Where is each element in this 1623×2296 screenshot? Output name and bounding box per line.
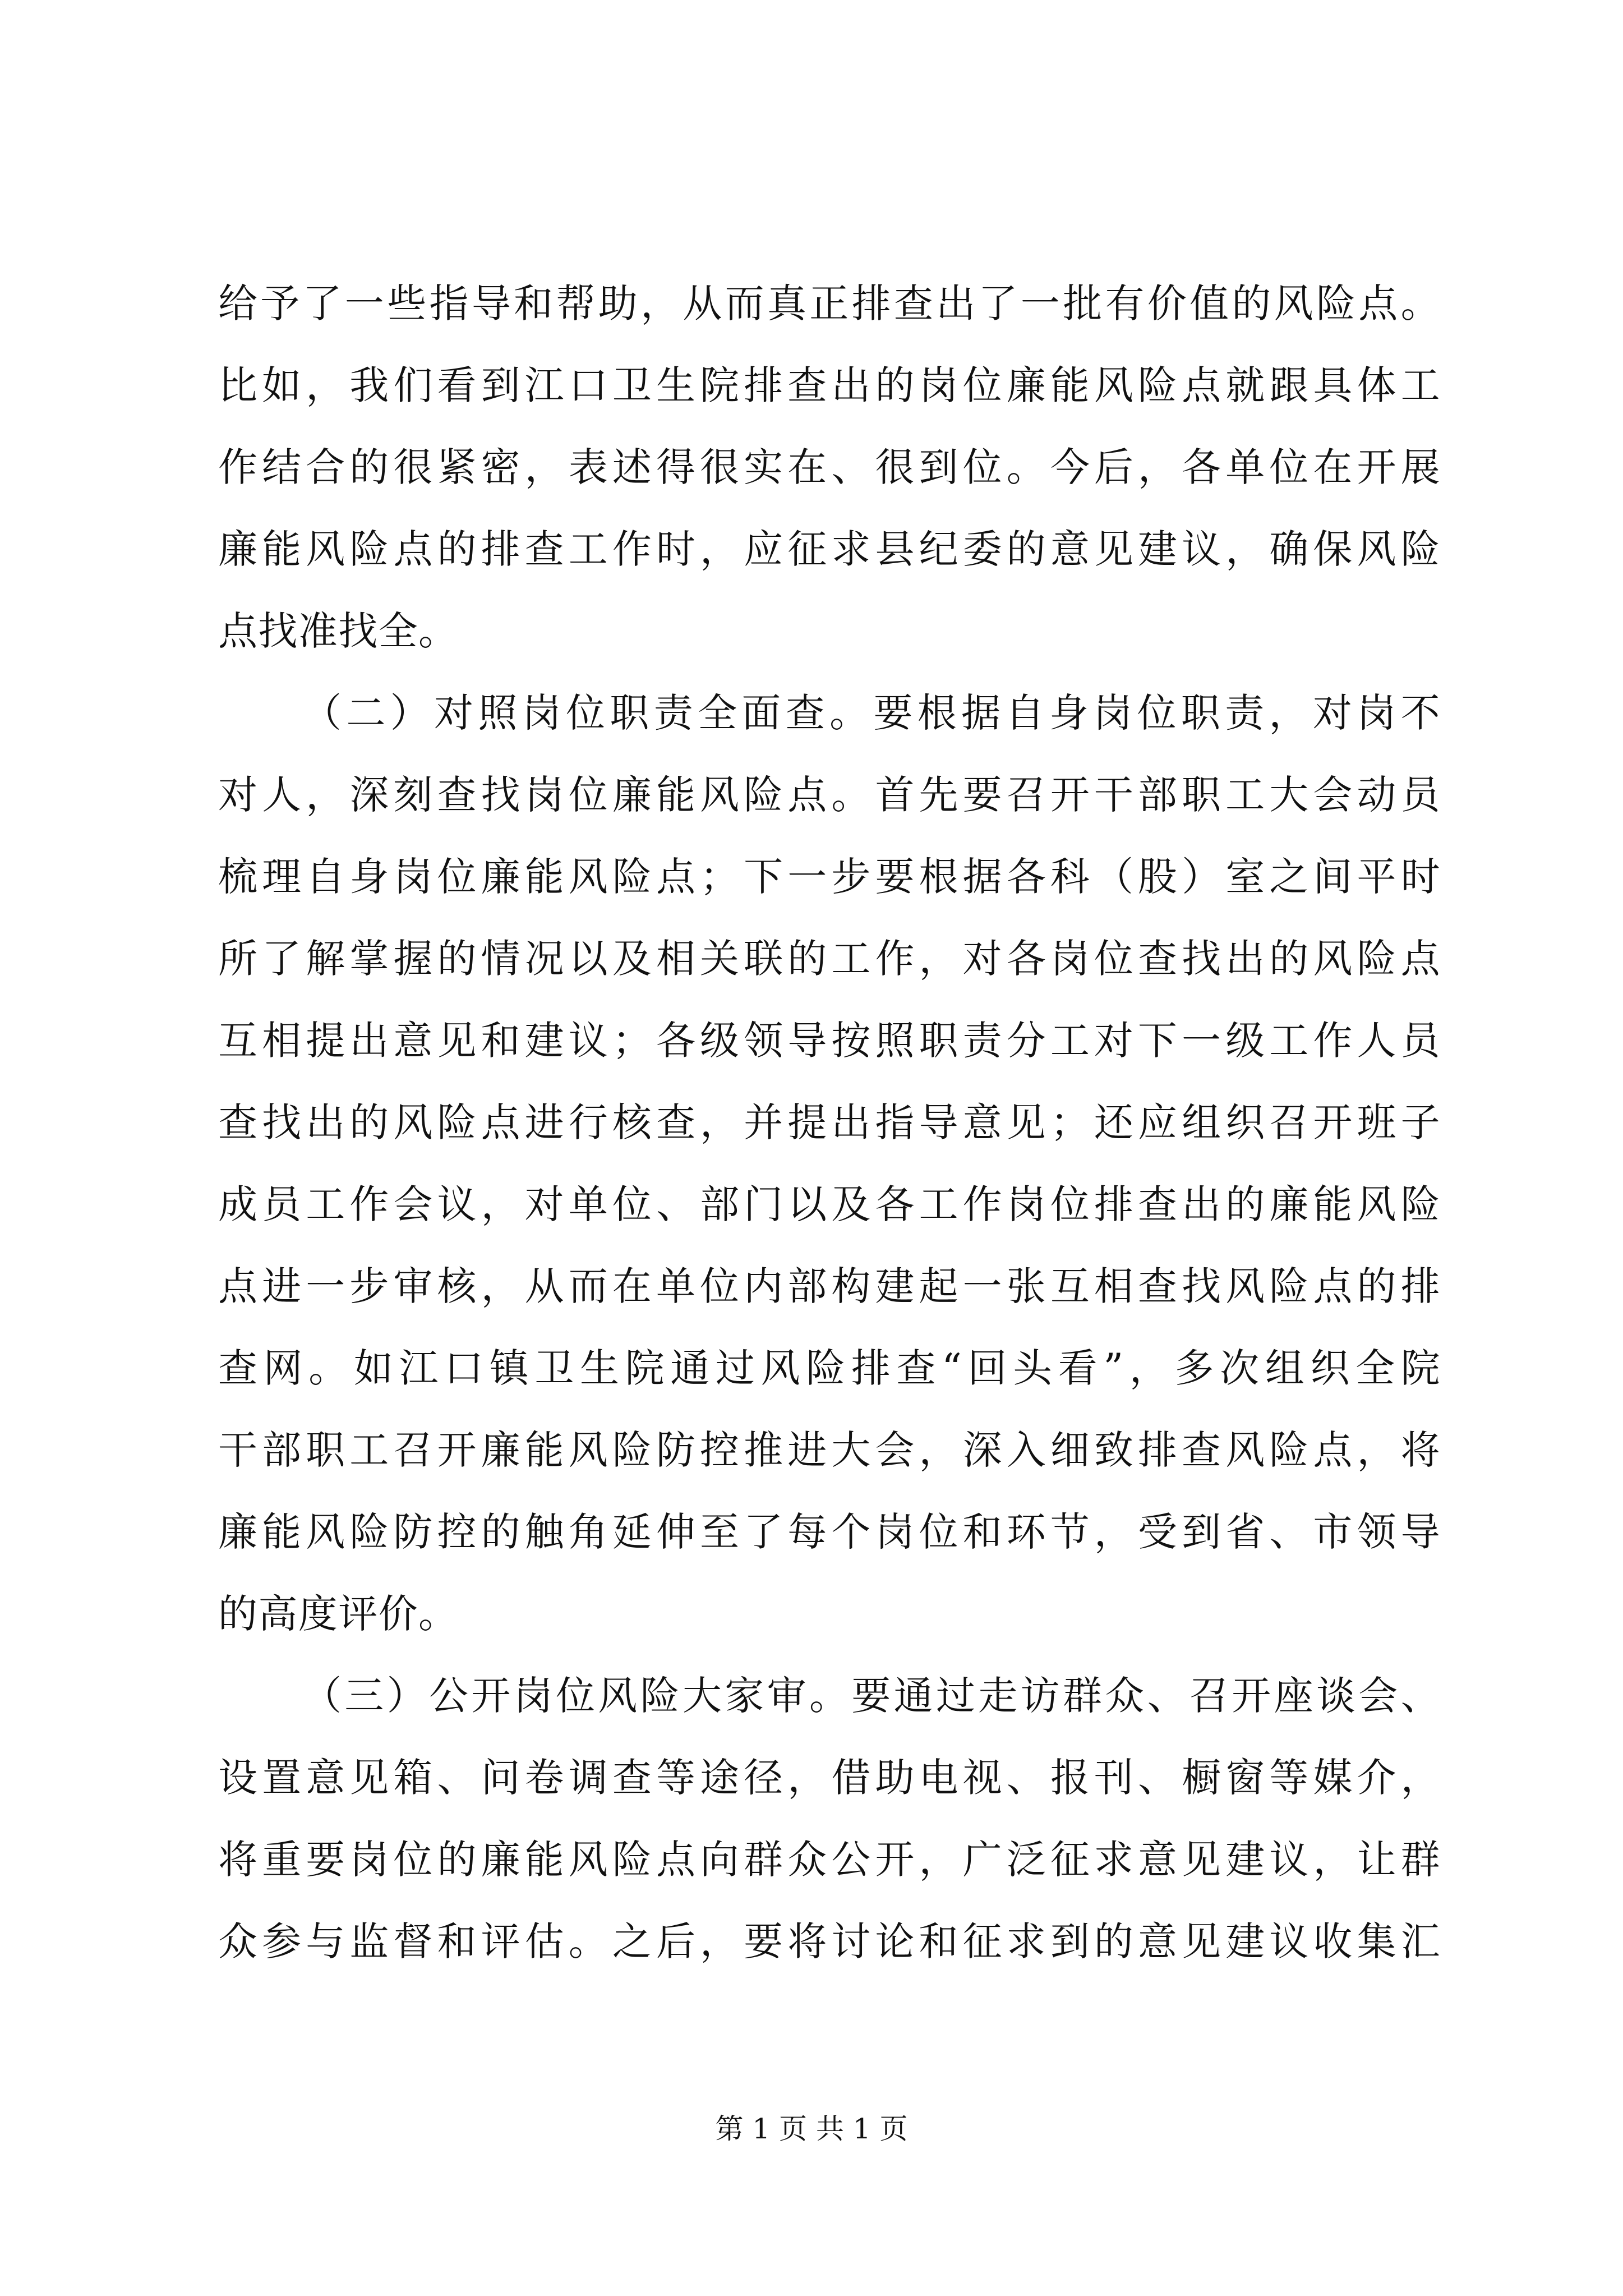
text-line: 互相提出意见和建议；各级领导按照职责分工对下一级工作人员 (218, 1018, 1441, 1064)
page-footer (0, 2106, 1623, 2147)
text-line: 作结合的很紧密，表述得很实在、很到位。今后，各单位在开展 (218, 444, 1441, 490)
text-line: 干部职工召开廉能风险防控推进大会，深入细致排查风险点，将 (218, 1427, 1441, 1473)
page-number: 第 1 页 共 1 页 (715, 2113, 908, 2145)
text-line: 廉能风险防控的触角延伸至了每个岗位和环节，受到省、市领导 (218, 1509, 1441, 1555)
text-line: 将重要岗位的廉能风险点向群众公开，广泛征求意见建议，让群 (218, 1837, 1441, 1883)
text-line: 所了解掌握的情况以及相关联的工作，对各岗位查找出的风险点 (218, 936, 1441, 982)
text-line: 给予了一些指导和帮助，从而真正排查出了一批有价值的风险点。 (218, 280, 1441, 326)
section-heading-line: （三）公开岗位风险大家审。要通过走访群众、召开座谈会、 (302, 1673, 1441, 1719)
text-line: 点进一步审核，从而在单位内部构建起一张互相查找风险点的排 (218, 1263, 1441, 1309)
text-line: 的高度评价。 (218, 1591, 459, 1637)
section-heading-line: （二）对照岗位职责全面查。要根据自身岗位职责，对岗不 (302, 690, 1441, 736)
text-line: 比如，我们看到江口卫生院排查出的岗位廉能风险点就跟具体工 (218, 362, 1441, 408)
text-line: 查找出的风险点进行核查，并提出指导意见；还应组织召开班子 (218, 1099, 1441, 1145)
text-line: 对人，深刻查找岗位廉能风险点。首先要召开干部职工大会动员 (218, 772, 1441, 818)
text-line: 设置意见箱、问卷调查等途径，借助电视、报刊、橱窗等媒介， (218, 1755, 1441, 1801)
document-body (218, 263, 1441, 1982)
text-line: 众参与监督和评估。之后，要将讨论和征求到的意见建议收集汇 (218, 1918, 1441, 1964)
text-line: 查网。如江口镇卫生院通过风险排查“回头看”，多次组织全院 (218, 1345, 1441, 1391)
text-line: 成员工作会议，对单位、部门以及各工作岗位排查出的廉能风险 (218, 1181, 1441, 1227)
text-line: 梳理自身岗位廉能风险点；下一步要根据各科（股）室之间平时 (218, 854, 1441, 900)
text-line: 点找准找全。 (218, 608, 459, 654)
text-line: 廉能风险点的排查工作时，应征求县纪委的意见建议，确保风险 (218, 526, 1441, 572)
